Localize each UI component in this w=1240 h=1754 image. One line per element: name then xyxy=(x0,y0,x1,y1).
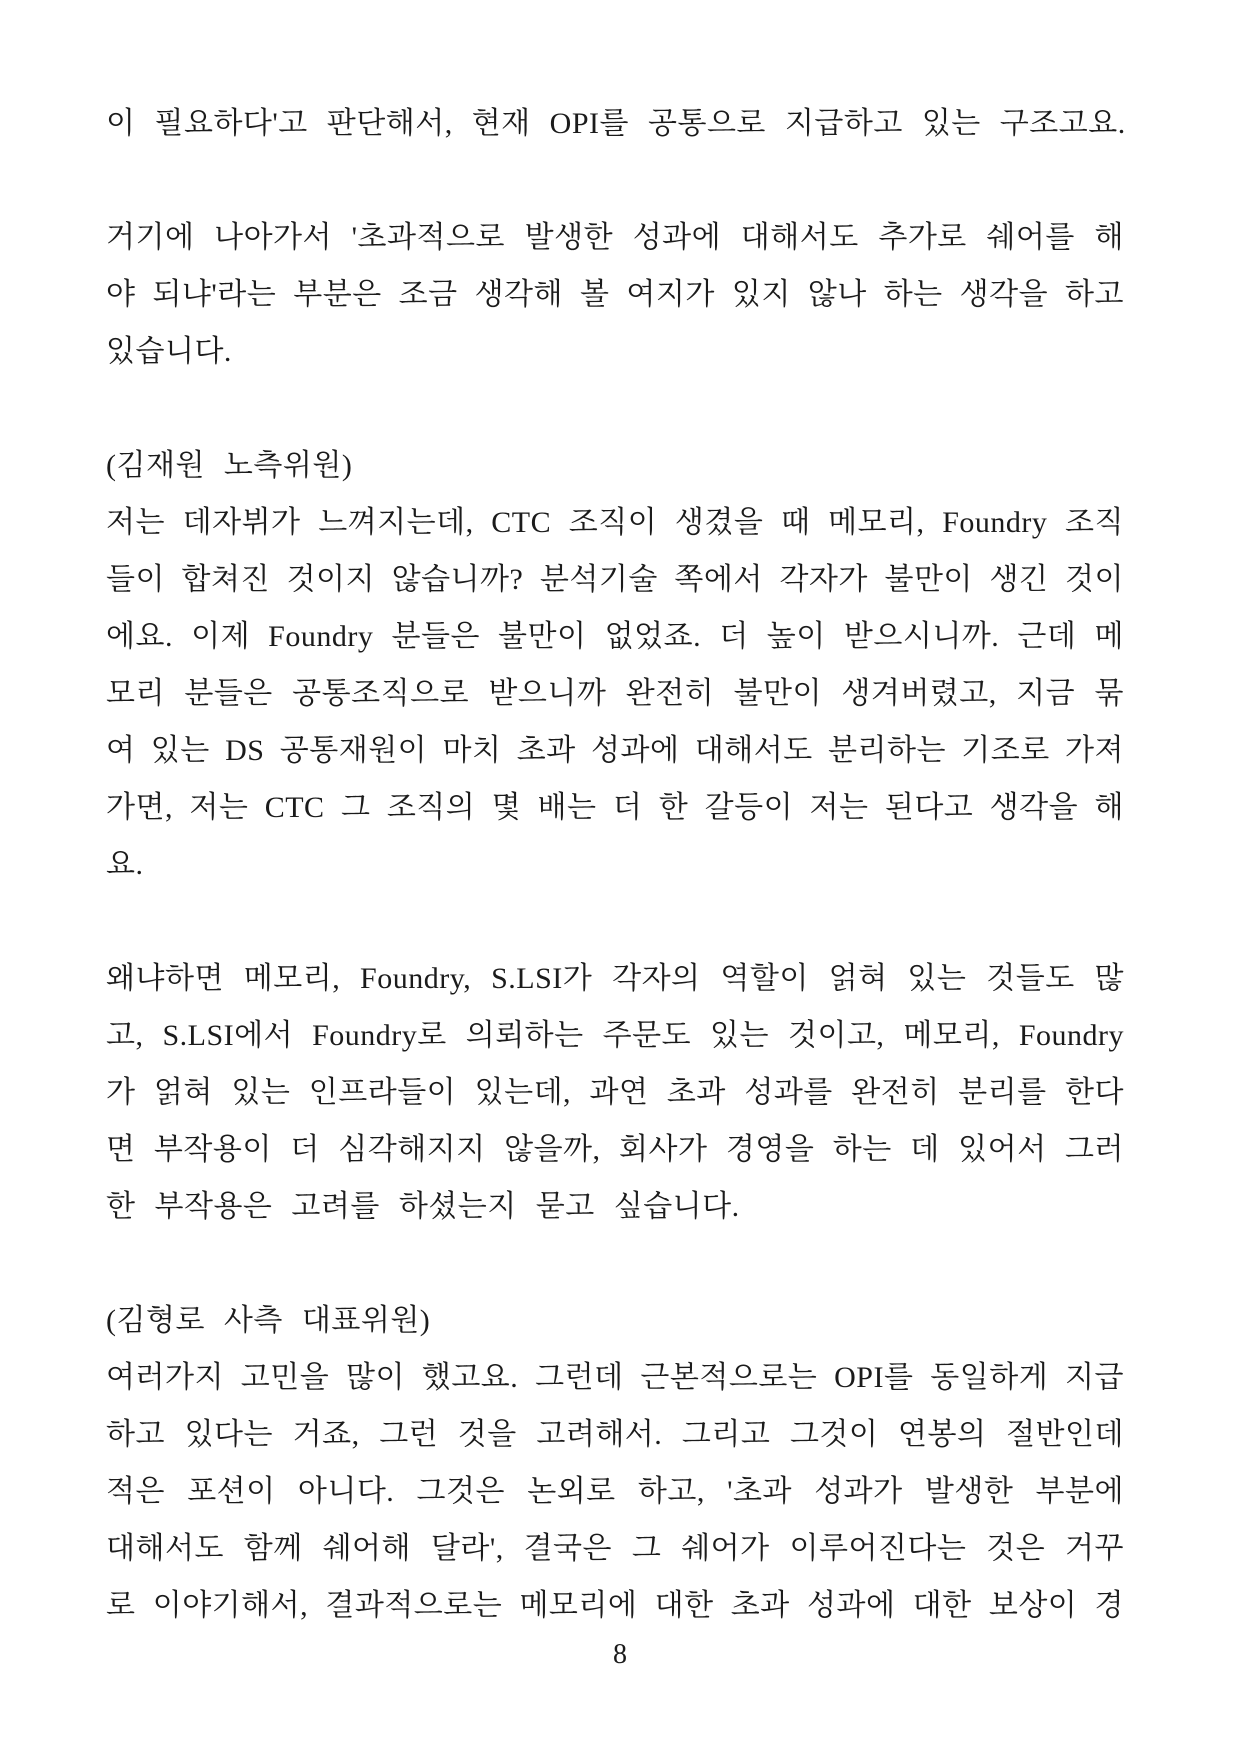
text-line: 로 이야기해서, 결과적으로는 메모리에 대한 초과 성과에 대한 보상이 경 xyxy=(106,1589,1124,1622)
text-line: 가면, 저는 CTC 그 조직의 몇 배는 더 한 갈등이 저는 된다고 생각을 해 xyxy=(106,791,1124,824)
paragraph xyxy=(106,437,1124,893)
text-line: 여 있는 DS 공통재원이 마치 초과 성과에 대해서도 분리하는 기조로 가져 xyxy=(106,734,1124,767)
text-line: 대해서도 함께 쉐어해 달라', 결국은 그 쉐어가 이루어진다는 것은 거꾸 xyxy=(106,1532,1124,1565)
document-text xyxy=(106,95,1124,1634)
text-line: 여러가지 고민을 많이 했고요. 그런데 근본적으로는 OPI를 동일하게 지급 xyxy=(106,1361,1124,1394)
text-line: 면 부작용이 더 심각해지지 않을까, 회사가 경영을 하는 데 있어서 그러 xyxy=(106,1133,1124,1166)
paragraph xyxy=(106,95,1124,152)
paragraph xyxy=(106,1292,1124,1634)
text-line: 모리 분들은 공통조직으로 받으니까 완전히 불만이 생겨버렸고, 지금 묶 xyxy=(106,677,1124,710)
text-line: 저는 데자뷔가 느껴지는데, CTC 조직이 생겼을 때 메모리, Foundry 조직 xyxy=(106,506,1124,539)
page-number: 8 xyxy=(613,1639,627,1670)
text-line: 왜냐하면 메모리, Foundry, S.LSI가 각자의 역할이 얽혀 있는 것들도 많 xyxy=(106,962,1124,995)
speaker-label: (김재원 노측위원) xyxy=(106,449,353,482)
text-line: 에요. 이제 Foundry 분들은 불만이 없었죠. 더 높이 받으시니까. 근데 메 xyxy=(106,620,1124,653)
text-line: 적은 포션이 아니다. 그것은 논외로 하고, '초과 성과가 발생한 부분에 xyxy=(106,1475,1124,1508)
text-line: 요. xyxy=(106,848,144,881)
paragraph xyxy=(106,209,1124,380)
text-line: 하고 있다는 거죠, 그런 것을 고려해서. 그리고 그것이 연봉의 절반인데 xyxy=(106,1418,1124,1451)
speaker-label: (김형로 사측 대표위원) xyxy=(106,1304,431,1337)
text-line: 고, S.LSI에서 Foundry로 의뢰하는 주문도 있는 것이고, 메모리, Foundry xyxy=(106,1019,1124,1052)
text-line: 이 필요하다'고 판단해서, 현재 OPI를 공통으로 지급하고 있는 구조고요. xyxy=(106,107,1126,140)
text-line: 야 되냐'라는 부분은 조금 생각해 볼 여지가 있지 않나 하는 생각을 하고 xyxy=(106,278,1124,311)
text-line: 거기에 나아가서 '초과적으로 발생한 성과에 대해서도 추가로 쉐어를 해 xyxy=(106,221,1124,254)
text-line: 한 부작용은 고려를 하셨는지 묻고 싶습니다. xyxy=(106,1190,740,1223)
text-line: 들이 합쳐진 것이지 않습니까? 분석기술 쪽에서 각자가 불만이 생긴 것이 xyxy=(106,563,1125,596)
text-line: 있습니다. xyxy=(106,335,232,368)
text-line: 가 얽혀 있는 인프라들이 있는데, 과연 초과 성과를 완전히 분리를 한다 xyxy=(106,1076,1124,1109)
paragraph xyxy=(106,950,1124,1235)
